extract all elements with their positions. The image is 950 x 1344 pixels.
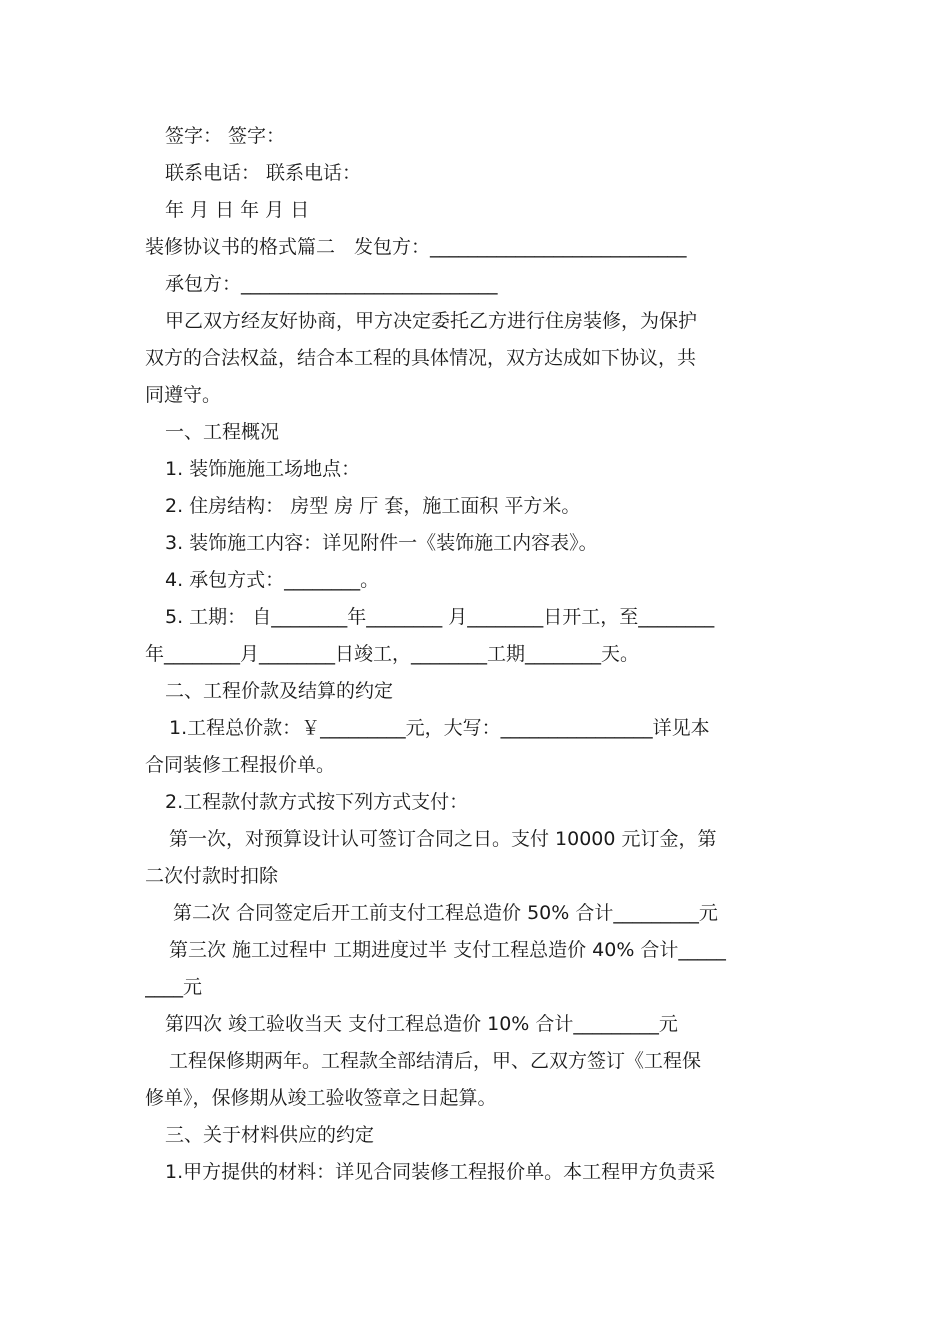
- list-item: 5. 工期： 自________年________ 月________日开工，至________: [165, 606, 715, 628]
- list-item: 1.工程总价款：￥_________元，大写：________________详见本: [169, 717, 710, 739]
- paragraph-line: 第四次 竣工验收当天 支付工程总造价 10% 合计_________元: [165, 1013, 678, 1035]
- section-heading-employer: 装修协议书的格式篇二 发包方：___________________________: [145, 236, 687, 258]
- paragraph-line: 同遵守。: [145, 384, 222, 406]
- list-item: 1. 装饰施施工场地点：: [165, 458, 361, 480]
- section-heading: 三、关于材料供应的约定: [165, 1124, 375, 1146]
- paragraph-line: 第三次 施工过程中 工期进度过半 支付工程总造价 40% 合计_____: [169, 939, 726, 961]
- list-item: 4. 承包方式：________。: [165, 569, 380, 591]
- section-heading: 一、工程概况: [165, 421, 280, 443]
- paragraph-line: 甲乙双方经友好协商，甲方决定委托乙方进行住房装修，为保护: [165, 310, 698, 332]
- paragraph-line: 修单》，保修期从竣工验收签章之日起算。: [145, 1087, 497, 1109]
- date-line: 年 月 日 年 月 日: [165, 199, 310, 221]
- paragraph-line: 双方的合法权益，结合本工程的具体情况，双方达成如下协议，共: [145, 347, 697, 369]
- list-item: 3. 装饰施工内容：详见附件一《装饰施工内容表》。: [165, 532, 598, 554]
- paragraph-line: 第一次，对预算设计认可签订合同之日。支付 10000 元订金，第: [169, 828, 717, 850]
- paragraph-line: 二次付款时扣除: [145, 865, 279, 887]
- signature-line: 签字： 签字：: [165, 125, 286, 147]
- list-item: 1.甲方提供的材料：详见合同装修工程报价单。本工程甲方负责采: [165, 1161, 716, 1183]
- contractor-line: 承包方：___________________________: [165, 273, 498, 295]
- list-item-continuation: 年________月________日竣工，________工期________天。: [145, 643, 640, 665]
- paragraph-line: 第二次 合同签定后开工前支付工程总造价 50% 合计_________元: [173, 902, 718, 924]
- document-body: [145, 118, 807, 1191]
- list-item: 2. 住房结构： 房型 房 厅 套，施工面积 平方米。: [165, 495, 581, 517]
- list-item-continuation: 合同装修工程报价单。: [145, 754, 336, 776]
- paragraph-line: ____元: [145, 976, 203, 998]
- section-heading: 二、工程价款及结算的约定: [165, 680, 394, 702]
- paragraph-line: 工程保修期两年。工程款全部结清后，甲、乙双方签订《工程保: [169, 1050, 702, 1072]
- phone-line: 联系电话： 联系电话：: [165, 162, 362, 184]
- list-item: 2.工程款付款方式按下列方式支付：: [165, 791, 469, 813]
